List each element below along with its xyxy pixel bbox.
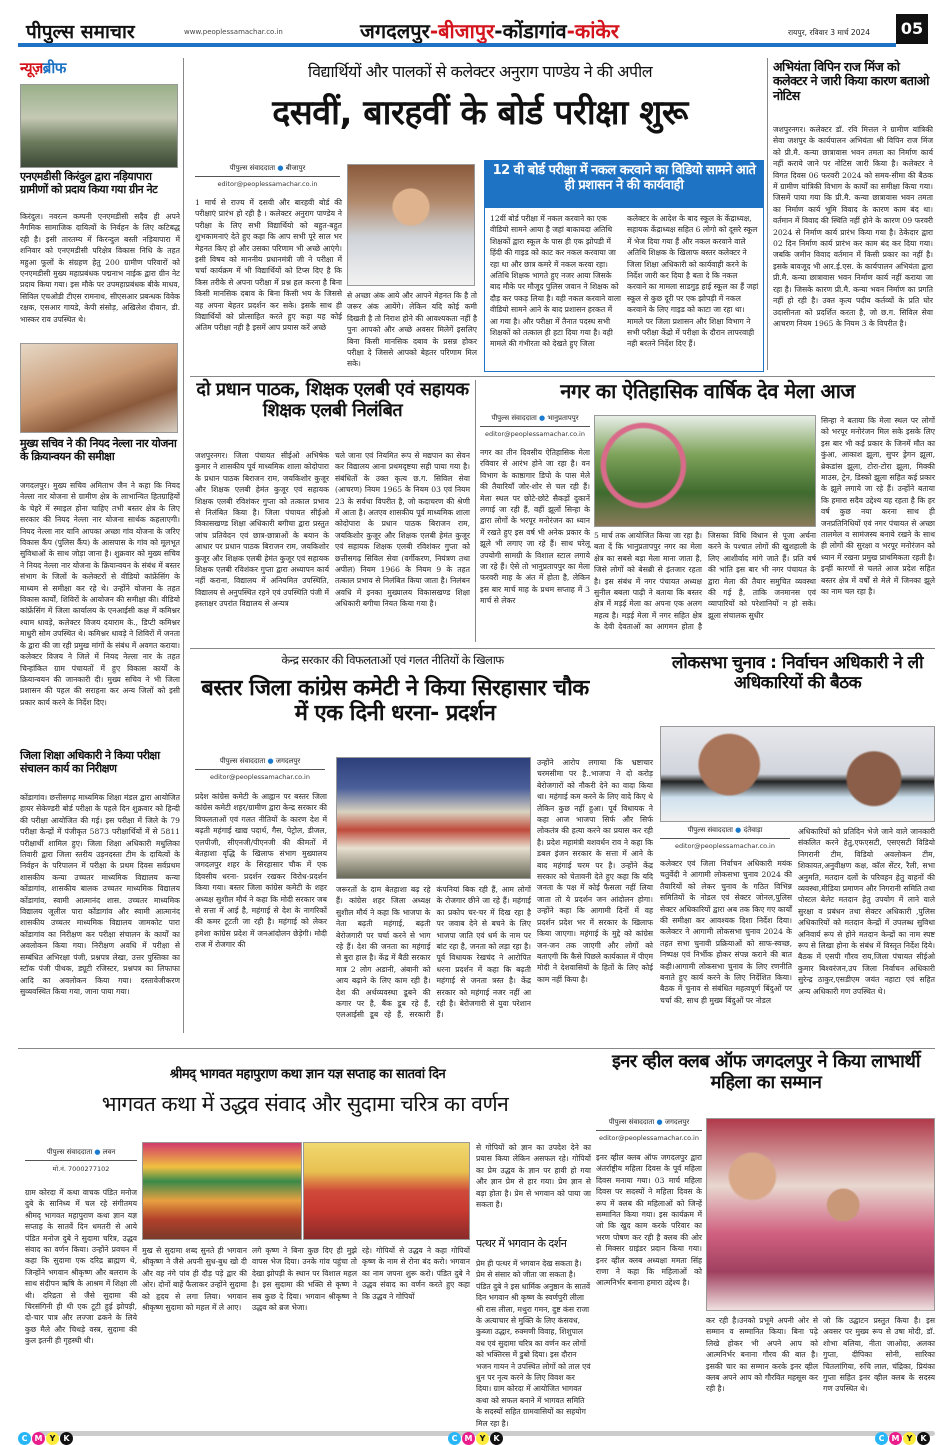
article-body: 5 मार्च तक आयोजित किया जा रहा है। बता दें कि भानुप्रतापपुर नगर का मेला क्षेत्र का सबसे बड़ा मेला माना जाता है, जिसे लोगों को बेसब्री से इंतजार रहता है। इस संबंध में नगर पंचायत अध्यक्ष सुनील बबला पाढ़ी ने बताया कि बस्तर क्षेत्र में मड़ई मेला का अपना एक अलग महत्व है। मड़ई मेला में नगर सहित क्षेत्र के देवी देवताओं का आगमन होता है जिसका विधि विधान से पूजा अर्चना करने के पश्चात लोगों की खुशहाली के लिए आशीर्वाद मांगे जाते हैं। प्रति वर्ष की भांति इस बार भी नगर पंचायत के द्वारा मेला की तैयार समुचित व्यवस्था की गई है, ताकि जनमानस एवं व्यापारियों को परेशानियों न हो सके। झूला संचालक सुधीर (594, 531, 816, 632)
cmyk-marks: C M Y K (18, 1426, 74, 1445)
article-body: 1 मार्च से राज्य में दसवी और बारहवी बोर्ड की परीक्षाएं प्रारंभ हो रही है । कलेक्टर अनुराग पाण्डेय ने परीक्षा के लिए सभी विद्यार्थियो को बहुत-बहुत शुभकामनाएं देते हुए कहा कि आप सभी पूरे साल भर मेहनत किए हो और उसका परिणाम भी अच्छे आएंगे। इसी विषय को माननीय प्रधानमंत्री जी ने परीक्षा में चर्चा कार्यक्रम में भी विद्यार्थियों को टिप्स दिए है कि किस तरीके से अपना परीक्षा में प्रश्न हल करना है बिना किसी मानसिक दबाव के बिना किसी भय के जिससे वह अपना बेहतर प्रदर्शन कर सके। इसके साथ ही विद्यार्थियों को प्रोत्साहित करते हुए कहा यह कोई अंतिम परीक्षा नही है इसमें आप प्रयास करें अच्छे (195, 198, 342, 333)
editor-email: editor@peoplessamachar.co.in (217, 180, 318, 188)
editor-email: editor@peoplessamachar.co.in (599, 1134, 699, 1142)
congress-byline: पीपुल्स संवाददाता ● जगदलपुर editor@peoplessamachar.co.in (195, 757, 325, 781)
headline: नगर का ऐतिहासिक वार्षिक देव मेला आज (560, 379, 855, 403)
article-body: चले जाना एवं नियमित रूप से मद्यपान का सेवन कर विद्यालय आना प्रथमदृष्टया सही पाया गया है। संबंधितों के उक्त कृत्य छ.ग. सिविल सेवा (आचरण) नियम 1965 के नियम 03 एवं नियम 23 के सर्वथा विपरीत है, जो कदाचरण की श्रेणी में आता है। अतएव शासकीय पूर्व माध्यमिक शाला कोदोपारा के प्रधान पाठक बिराजन राम, जयकिशोर कुजूर और शिक्षक एलबी हेमंत कुजूर एवं सहायक शिक्षक एलबी रविशंकर गुप्ता को छत्तीसगढ़ सिविल सेवा (वर्गीकरण, नियंत्रण तथा अपील) नियम 1966 के नियम 9 के तहत तत्काल प्रभाव से निलंबित किया जाता है। निलंबन अवधि में इनका मुख्यालय विकासखण्ड शिक्षा अधिकारी बगीचा नियत किया गया है। (335, 451, 470, 609)
article-body: अधिकारियों को प्रतिदिन भेजे जाने वाले जानकारी संकलित करने हेतु,एफएसटी, एसएसटी विडियो निगरानी टीम, विडियो अवलोकन टीम, शिकायत,अनुवीक्षण कक्ष, कॉल सेंटर, रैली, सभा अनुमति, मतदान दलों के परिवहन हेतु वाहनों की व्यवस्था,मीडिया प्रमाणन और निगरानी समिति तथा पोस्टल बेलेट मतदान हेतु उपयोग में लाने वाले सुरक्षा व प्रबंधन तथा सेक्टर अधिकारी ,पुलिस अधिकारियों को मतदान केन्द्रों में उपलब्ध सुविधा अनिवार्य रूप से होने मतदान केन्द्रों का नाम स्पष्ट रूप से लिखा होना के संबंध में विस्तृत निर्देश दिये। बैठक में एसपी गौरव राय,जिला पंचायत सीईओ कुमार बिश्वरंजन,उप जिला निर्वाचन अधिकारी सुरेन्द्र ठाकुर,एसडीएम जयंत नहाटा एवं सहित अन्य अधिकारी गण उपस्थित थे। (798, 827, 935, 996)
boxed-headline: 12 वी बोर्ड परीक्षा में नकल करवाने का विडियो सामने आते ही प्रशासन ने की कार्यवाही (485, 161, 763, 208)
cmyk-bar (18, 1426, 935, 1443)
article-body: प्रदेश कांग्रेस कमेटी के आह्वान पर बस्तर जिला कांग्रेस कमेटी शहर/ग्रामीण द्वारा केन्द्र सरकार की विफलताओं एवं गलत नीतियों के कारण देश में बढ़ती महंगाई खाद्य पदार्थ, गैस, पेट्रोल, डीजल, एलपीजी, सीएनजी/पीएनजी की कीमतों में बेतहाशा वृद्धि के खिलाफ संभाग मुख्यालय जगदलपुर शहर के सिरहासार चौक में एक दिवसीय धरना- प्रदर्शन रखकर विरोध-प्रदर्शन किया गया। बस्तर जिला कांग्रेस कमेटी के शहर अध्यक्ष सुशील मौर्य ने कहा कि मोदी सरकार जब से सत्ता में आई है, महंगाई से देश के नागरिकों की कमर टूटती जा रही है। महंगाई को लेकर हमेशा कांग्रेस प्रदेश में जनआंदोलन छेड़ेगी। मोदी राज में रोजगार की (195, 792, 327, 950)
photo-women-honoured (706, 1118, 935, 1311)
lead-kicker: विद्यार्थियों और पालकों से कलेक्टर अनुराग पाण्डेय ने की अपील (307, 62, 653, 81)
page-number: 05 (896, 14, 928, 44)
article-body: से गोपियों को ज्ञान का उपदेश देने का प्रयास किया लेकिन असफल रहे। गोपियों का प्रेम उद्धव के ज्ञान पर हावी हो गया और ज्ञान प्रेम से हार गया। प्रेम ज्ञान से बड़ा होता है। प्रेम से भगवान को पाया जा सकता है। (476, 1143, 591, 1210)
article-body: से अच्छा अंक आये और आपने मेहनत कि है तो जरूर अंक आयेंगे। लेकिन यदि कोई कमी दिखती है तो निराश होने की आवश्यकता नहीं है पुनः आपको और अच्छे अवसर मिलेगें इसलिए बिना किसी मानसिक दबाव के प्रसन्न होकर परीक्षा दे जिससे आपको बेहतर परिणाम मिल सके। (347, 291, 477, 369)
headline: इनर व्हील क्लब ऑफ जगदलपुर ने किया लाभार्थी महिला का सम्मान (611, 1051, 921, 1093)
photo-bhagwat-katha-stage (142, 1142, 302, 1240)
editor-email: editor@peoplessamachar.co.in (210, 773, 310, 781)
column-divider (183, 58, 184, 1033)
cmyk-marks: C M Y K (875, 1426, 931, 1445)
masthead-rule (18, 43, 896, 47)
section-divider (190, 648, 935, 649)
bhagwat-kicker: श्रीमद् भागवत महापुराण कथा ज्ञान यज्ञ सप्ताह का सातवां दिन (169, 1067, 446, 1082)
bhagwat-byline: पीपुल्स संवाददाता ● लवन मो.नं. 7000277102 (25, 1148, 137, 1173)
article-body: कोंडागांव। छत्तीसगढ़ माध्यमिक शिक्षा मंडल द्वारा आयोजित हायर सेकेण्डरी बोर्ड परीक्षा के पहले दिन शुक्रवार को हिन्दी की परीक्षा आयोजित की गई। इस परीक्षा में जिले के 79 परीक्षा केन्द्रों में पंजीकृत 5873 परीक्षार्थियों में से 5811 परीक्षार्थी शामिल हुए। जिला शिक्षा अधिकारी मधुलिका तिवारी द्वारा जिला स्तरीय उड़नदस्ता टीम के दायित्वों के निर्वहन के परिपालन में परीक्षा के प्रथम दिवस सर्वप्रथम शासकीय कन्या उच्चतर माध्यमिक विद्यालय कन्या कोंडागांव, शासकीय बालक उच्चतर माध्यमिक विद्यालय कोंडागांव, स्वामी आत्मानंद शास. उच्चतर माध्यमिक विद्यालय जूलील पारा कोंडागांव और स्वामी आत्मानंद शासकीय उच्चतर माध्यमिक विद्यालय जामकोट पारा कोंडागांव का निरीक्षण कर परीक्षा संचालन के कार्यों का अवलोकन किया गया। निरीक्षण अवधि में परीक्षा से सम्बंधित अभिरक्षा पंजी, प्रश्नपत्र लेखा, उत्तर पुस्तिका का स्टॉक पंजी पीथक, ड्यूटी रजिस्टर, प्रश्नपत्र का लिफाफा आदि का अवलोकन किया गया। दस्तावेजीकरण सुव्यवस्थित किया गया, जाना पाया गया। (20, 793, 180, 996)
congress-kicker: केन्द्र सरकार की विफलताओं एवं गलत नीतियों के खिलाफ (281, 653, 504, 667)
section-divider (190, 376, 935, 377)
headline: बस्तर जिला कांग्रेस कमेटी ने किया सिरहासार चौक में एक दिनी धरना- प्रदर्शन (201, 676, 589, 727)
article-body: रहे। गोपियों से उद्धव ने कहा गोपियों कृष्ण के नाम से रोना बंद करो। भगवान का नाम जपना शुरू करो। पंडित दुबे ने उद्धव संवाद का वर्णन करते हुए कहा कि उद्धव ने गोपियों (362, 1246, 470, 1301)
loksabha-byline: पीपुल्स संवाददाता ● दंतेवाड़ा editor@peoplessamachar.co.in (660, 826, 790, 850)
mela-byline: पीपुल्स संवाददाता ● भानुप्रतापपुर editor@peoplessamachar.co.in (480, 414, 590, 438)
copying-video-box (484, 160, 764, 372)
photo-collector (347, 164, 475, 286)
cmyk-marks: C M Y K (448, 1426, 504, 1445)
lead-byline: पीपुल्स संवाददाता ● बीजापुर editor@peoplessamachar.co.in (195, 164, 340, 188)
article-body: जगदलपुर। मुख्य सचिव अमिताभ जैन ने कहा कि नियद नेल्ला नार योजना से ग्रामीण क्षेत्र के लाभान्वित हितग्राहियों के चेहरे में स्माइल होना चाहिए तभी बस्तर क्षेत्र के लिए सरकार की नियद नेल्ला नार योजना सार्थक कहलाएगी। नियद नेल्ला नार यानि आपका अच्छा गांव योजना के जरिए विकास कैंप (पुलिस कैंप) के आसपास के गांव को मूलभूत सुविधाओं के साथ जोड़ा जाना है। शुक्रवार को मुख्य सचिव ने नियद नेल्ला नार योजना के क्रियान्वयन के संबंध में बस्तर संभाग के जिलों के कलेक्टरों से वीडियो कांफ्रेंसिंग के माध्यम से समीक्षा कर रहे थे। उन्होंने योजना के तहत विकास कार्यों, शिविरों के आयोजन की समीक्षा की। वीडियो कांफ्रेंसिंग में जिला कार्यालय के एनआईसी कक्ष में कमिश्नर श्याम धावड़े, कलेक्टर विजय दयाराम के., डिप्टी कमिश्नर माधुरी सोम उपस्थित थे। कमिश्नर धावड़े ने शिविरों में जनता के द्वारा की जा रही प्रमुख मांगों के संबंध में अवगत कराया। कलेक्टर विजय ने जिले में नियद नेल्ला नार के तहत चिन्हांकित ग्राम पंचायतों में हुए विकास कार्यों के क्रियान्वयन की जानकारी दी। मुख्य सचिव ने भी जिला प्रशासन की पहल की सराहना कर अन्य जिलों को इसी प्रकार कार्य करने के निर्देश दिए। (20, 481, 180, 707)
photo-devotees-crowd (303, 1142, 470, 1240)
innerwheel-byline: पीपुल्स संवाददाता ● जगदलपुर editor@peoplessamachar.co.in (596, 1118, 702, 1142)
column-divider (475, 380, 476, 642)
article-body: ग्राम कोरदा में कथा वाचक पंडित मनोज दुबे के सानिध्य में चल रहे संगीतमय श्रीमद् भागवत महापुराण कथा ज्ञान यज्ञ सप्ताह के सातवें दिन धमतरी से आये पंडित मनोज दुबे ने सुदामा चरित्र, उद्धव संवाद का वर्णन किया। उन्होंने प्रवचन में कहा कि सुदामा एक दरिद्र ब्राह्मण थे, जिन्होंने भगवान श्रीकृष्ण और बलराम के साथ संदीपन ऋषि के आश्रम में शिक्षा ली थी। दरिद्रता से जैसे सुदामा की चिरसंगिनी ही थी एक टूटी हुई झोपड़ी, दो-चार पात्र और लज्जा ढकने के लिये कुछ मैले और चिथड़े वस्त्र, सुदामा की कुल इतनी ही गृहस्थी थी। (25, 1188, 137, 1346)
article-body: जरूरतों के दाम बेतहाशा बढ़ रहे हैं। कांग्रेस शहर जिला अध्यक्ष सुशील मौर्य ने कहा कि भाजपा के नेता बढ़ती महंगाई, बढ़ती बेरोजगारी पर चर्चा करने से भाग रहे हैं। देश की जनता का महंगाई से बुरा हाल है। केंद्र में बैठी सरकार मात्र 2 लोग अडानी, अंबानी को आय बढ़ाने के लिए काम रही है। देश की अर्थव्यवस्था डूबने की कगार पर है, बैंक डूब रहे हैं, एलआईसी डूब रहे हैं, सरकारी कंपनियां बिक रही हैं, आम लोगों के रोजगार छीने जा रहे हैं। महंगाई का प्रकोप चर-चर में दिख रहा है पर जवाब देने से बचने के लिए भाजपा जाति एवं धर्म के नाम पर बांट रहा है, जनता को लड़ा रहा है। पूर्व विधायक रेखचंद ने आरोपित धरना प्रदर्शन में कहा कि बढ़ती महंगाई से जनता त्रस्त है। केंद्र सरकार को महंगाई नजर नहीं आ रही है। बेरोजगारी से युवा परेशान हैं। (336, 885, 531, 1020)
news-brief-title: न्यूज़ब्रीफ (20, 59, 66, 77)
issue-date: रायपुर, रविवार 3 मार्च 2024 (788, 28, 871, 37)
article-body: प्रेम ही पत्थर में भगवान देख सकता है। प्रेम से संसार को जीता जा सकता है। पंडित दुबे ने इस धार्मिक अनुष्ठान के सातवें दिन भगवान श्री कृष्ण के स्वर्णपुरी लीला श्री रास लीला, मथुरा गमन, दुष्ट कंस राजा के अत्याचार से मुक्ति के लिए कंसवध, कुब्जा उद्धार, रुक्मणी विवाह, शिशुपाल वध एवं सुदामा चरित्र का वर्णन कर लोगों को भक्तिरस में डुबो दिया। इस दौरान भजन गायन ने उपस्थित लोगों को ताल एवं धुन पर नृत्य करने के लिए विवश कर दिया। ग्राम कोरदा में आयोजित भागवत कथा को सफल बनाने में भागवत समिति के सदस्यों सहित ग्रामवासियों का सहयोग मिल रहा है। (476, 1259, 591, 1428)
subheading: पत्थर में भगवान के दर्शन (476, 1237, 567, 1250)
article-body: उन्होंने आरोप लगाया कि भ्रष्टाचार चरमसीमा पर है..भाजपा ने दो करोड़ बेरोजगारों को नौकरी देने का वादा किया था। महंगाई कम करने के लिए वादे किए थे लेकिन कुछ नहीं हुआ। पूर्व विधायक ने कहा आज भाजपा सिर्फ और सिर्फ लोकतंत्र की हत्या करने का प्रयास कर रही है। प्रदेश महामंत्री यशवर्धन राव ने कहा कि डबल इंजन सरकार के सत्ता में आने के बाद महंगाई चरम पर है। उन्होंने केंद्र सरकार को चेतावनी देते हुए कहा कि यदि जनता के पक्ष में कोई फैसला नहीं लिया जाता तो ये प्रदर्शन जन आंदोलन होगा। उन्होंने कहा कि आगामी दिनों में वह प्रदर्शन प्रदेश भर में सरकार के खिलाफ किया जाएगा। महंगाई के मुद्दे को कांग्रेस जन-जन तक जाएगी और लोगों को बताएगी कि कैसे पिछले कार्यकाल में पीएम मोदी ने देशवासियों के हितों के लिए कोई काम नहीं किया है। (537, 758, 653, 984)
headline: भागवत कथा में उद्धव संवाद और सुदामा चरित्र का वर्णन (101, 1092, 509, 1116)
photo-protest-crowd (336, 757, 531, 879)
article-body: किरंदुल। नवरत्न कम्पनी एनएमडीसी सदैव ही अपने नैगमिक सामाजिक दायित्वों के निर्वहन के लिए कटिबद्ध रही है। इसी तारतम्य में किरन्दुल बस्ती नड़ियापारा में शनिवार को एनएमडीसी परिक्षेत्र विकास निधि के तहत महुआ फूलों के संग्रहण हेतु 200 ग्रामीण परिवारों को एनएमडीसी मुख्य महाप्रबंधक पद्मनाभ नाईक द्वारा ग्रीन नेट प्रदाय किया गया। इस मौके पर उपमहाप्रबंधक बीके माधव, सिविल एचओडी टीएस रामनाथ, सीएसआर प्रबन्धक विवेक रक्षक, एसआर गायडे, केपी संसोड़, अखिलेश दीवान, डी. भास्कर राव उपस्थित थे। (20, 212, 180, 324)
masthead (18, 14, 928, 46)
photo-chief-secretary-meeting (20, 343, 178, 433)
newspaper-logo: पीपुल्स समाचार (26, 21, 135, 43)
article-body: सिन्हा ने बताया कि मेला स्थल पर लोगों को भरपूर मनोरंजन मिल सके इसके लिए इस बार भी कई प्रकार के जिनमें मौत का कुंआ, आकाश झूला, सुपर ड्रेगन झूला, ब्रेकडांस झूला, टोरा-टोरा झूला, मिक्की माउस, ट्रेन, डिस्को झूला सहित कई प्रकार के झूले लगाये जा रहे हैं। उन्होंने बताया कि हमारा सदैव उद्देश्य यह रहता है कि हर वर्ष कुछ नया करना साथ ही जनप्रतिनिधियों एवं नगर पंचायत से अच्छा तालमेल व सामंजस्य बनाये रखने के साथ ही लोगों की सुरक्षा व भरपूर मनोरंजन को ध्यान में रखना प्रमुख प्राथमिकता रहती है। इन्हीं कारणों से चलते आज प्रदेश सहित बस्तर क्षेत्र में वर्षों से मेले में जिनका झूले का नाम चल रहा है। (821, 416, 935, 597)
headline: एनएमडीसी किरंदुल द्वारा नड़ियापारा ग्रामीणों को प्रदाय किया गया ग्रीन नेट (20, 170, 158, 196)
headline: मुख्य सचिव ने की नियद नेल्ला नार योजना के क्रियान्वयन की समीक्षा (20, 437, 177, 463)
edition-title: जगदलपुर-बीजापुर-कोंडागांव-कांकेर (360, 19, 619, 43)
article-body: इनर व्हील क्लब ऑफ जगदलपुर द्वारा अंतर्राष्ट्रीय महिला दिवस के पूर्व महिला दिवस मनाया गया। 03 मार्च महिला दिवस पर सदस्यों ने महिला दिवस के रूप में क्लब की महिलाओं को जिन्हें सम्मानित किया गया। इस कार्यक्रम में जो कि खुद काम करके परिवार का भरण पोषण कर रही है क्लब की ओर से मिक्सर ग्राइंडर प्रदान किया गया। इनर व्हील क्लब अध्यक्षा ममता सिंह राणा ने कहा कि महिलाओं को आत्मनिर्भर बनाना हमारा उद्देश्य है। (596, 1153, 702, 1288)
photo-election-meeting (660, 726, 935, 822)
editor-email: editor@peoplessamachar.co.in (485, 430, 585, 438)
photo-green-net-distribution (20, 84, 178, 168)
section-divider (18, 1048, 935, 1049)
article-body: जशपुरनगर। कलेक्टर डॉ. रवि मित्तल ने ग्रामीण यांत्रिकी सेवा जशपुर के कार्यपालन अभियंता श्री विपिन राज मिंज को प्री.मै. कन्या छात्रावास भवन तमता का निर्माण कार्य नहीं कराये जाने पर नोटिस जारी किया है। कलेक्टर ने विगत दिवस 06 फरवरी 2024 को समय-सीमा की बैठक में ग्रामीण यांत्रिकी विभाग के कार्यों का समीक्षा किया गया। जिसमें पाया गया कि प्री.मै. कन्या छात्रावास भवन तमता का निर्माण कार्य भूमि विवाद के कारण काम बंद था। वर्तमान में विवाद की स्थिति नहीं होने के कारण 09 फरवरी 2024 से निर्माण कार्य प्रारंभ किया गया है। ठेकेदार द्वारा 02 दिन निर्माण कार्य प्रारंभ कर काम बंद कर दिया गया। जबकि जमीन विवाद वर्तमान में किसी प्रकार का नहीं है। इसके बावजूद भी आर.ई.एस. के कार्यपालन अभियंता द्वारा प्री.मै. कन्या छात्रावास भवन निर्माण कार्य नहीं कराया जा रहा है। जिसके कारण प्री.मै. कन्या भवन निर्माण का प्रगति नहीं हो रही है। उक्त कृत्य पदीय कर्तव्यों के प्रति घोर उदासीनता को प्रदर्शित करता है, जो छ.ग. सिविल सेवा आचरण नियम 1965 के नियम 3 के विपरीत है। (773, 125, 933, 328)
website-url: www.peoplessamachar.co.in (184, 28, 283, 36)
article-body: जो कि उद्घाटन प्रस्तुत किया है। इस अवसर पर मुख्य रूप से उषा मोदी, डॉ. शोभा बलिया, नीता जाओदा, अलका गुप्ता, दीपिका सोनी, सारिका चितलांगिया, रुचि लाल, चंद्रिका, प्रियंका गुप्ता सहित इनर व्हील क्लब के सदस्य गण उपस्थित थे। (823, 1316, 935, 1394)
article-body: मुख से सुदामा शब्द सुनते ही भगवान श्रीकृष्ण ने जैसे अपनी सुध-बुध खो दी और वह नंगे पांव ही दौड़ पड़े द्वार की ओर। दोनों बाहें फैलाकर उन्होंने सुदामा को हृदय से लगा लिया। भगवान श्रीकृष्ण सुदामा को महल में ले आए। (142, 1246, 247, 1313)
photo-fair-ferris-wheel (594, 415, 816, 527)
article-body: जशपुरनगर। जिला पंचायत सीईओ अभिषेक कुमार ने शासकीय पूर्व माध्यमिक शाला कोदोपारा के प्रधान पाठक बिराजन राम, जयकिशोर कुजूर और शिक्षक एलबी हेमंत कुजूर एवं सहायक शिक्षक एलबी रविशंकर गुप्ता को तत्काल प्रभाव से निलंबित किया है। जिला पंचायत सीईओ विकासखण्ड शिक्षा अधिकारी बगीचा द्वारा प्रस्तुत जांच प्रतिवेदन एवं छात्र-छात्राओं के बयान के आधार पर प्रधान पाठक बिराजन राम, जयकिशोर कुजूर और शिक्षक एलबी हेमंत कुजूर एवं सहायक शिक्षक एलबी रविशंकर गुप्ता द्वारा अध्यापन कार्य नहीं कराना, विद्यालय में अनियमित उपस्थिति, विद्यालय से अनुपस्थित रहने एवं उपस्थिति पंजी में हस्ताक्षर उपरांत विद्यालय से अन्यत्र (195, 451, 329, 609)
phone-number: मो.नं. 7000277102 (52, 1165, 110, 1173)
lead-headline: दसवीं, बारहवीं के बोर्ड परीक्षा शुरू (272, 93, 688, 133)
editor-email: editor@peoplessamachar.co.in (675, 842, 775, 850)
article-body: कर रही है।उनको प्रभूमे अपनी ओर से सम्मान व सम्मानित किया। बिना पढ़े लिखे होकर भी अपने आप को आत्मनिर्भर बनाना गौरव की बात है। इसकी चार का सम्मान करके इनर व्हील क्लब अपने आप को गौरवित महसूस कर रही है। (706, 1316, 818, 1394)
article-body: कलेक्टर के आदेश के बाद स्कूल के केंद्राध्यक्ष, सहायक केंद्राध्यक्ष सहित 6 लोगो को दूसरे स्कूल में भेज दिया गया हैं और नकल करवाने वाले अतिथि शिक्षक के खिलाफ बस्तर कलेक्टर ने जिला शिक्षा अधिकारी को कार्यवाही करने के निर्देश जारी कर दिया है बता दे कि नकल करवाने का मामला साडगुड़ हाई स्कूल का हैं जहां स्कूल से कुछ दूरी पर एक झोपड़ी में नकल करवाने के लिए गाइड को काटा जा रहा था। मामले पर जिला प्रशासन और शिक्षा विभाग ने सभी परीक्षा केंद्रो में परीक्षा के दौरान लापरवाही नही बरतने निर्देश दिए हैं। (627, 214, 759, 349)
headline: दो प्रधान पाठक, शिक्षक एलबी एवं सहायक शिक्षक एलबी निलंबित (196, 379, 469, 421)
headline: अभियंता विपिन राज मिंज को कलेक्टर ने जारी किया कारण बताओ नोटिस (773, 59, 929, 103)
column-divider (767, 58, 768, 370)
article-body: लगे कृष्ण ने बिना कुछ दिए ही मुझे वापस भेज दिया। उनके गांव पहुंचा तो देखा झोपड़ी के स्थान पर विशाल महल है। इस सुदामा की भक्ति से कृष्ण ने सब कुछ दे दिया। भगवान श्रीकृष्ण ने उद्धव को ब्रज भेजा। (252, 1246, 357, 1313)
headline: जिला शिक्षा अधिकारी ने किया परीक्षा संचालन कार्य का निरीक्षण (20, 749, 160, 775)
article-body: नगर का तीन दिवसीय ऐतिहासिक मेला रविवार से आरंभ होने जा रहा है। वन विभाग के काष्ठागार डिपो के पास मेले की तैयारियाँ जोर-शोर से चल रही हैं। मेला स्थल पर छोटे-छोटे सैकड़ों दुकानें लगाई जा रही हैं, वहीं झूलों सिन्हा के द्वारा लोगों के भरपूर मनोरंजन का ध्यान में रखते हुए इस वर्ष भी अनेक प्रकार के झूले भी लगाए जा रहे हैं। साथ घरेलू उपयोगी सामग्री के विशाल स्टाल लगाये जा रहे हैं। ऐसे तो भानुप्रतापपुर का मेला फरवरी माह के अंत में होता है, लेकिन इस बार मार्च माह के प्रथम सप्ताह में 3 मार्च से लेकर (480, 448, 590, 606)
headline: लोकसभा चुनाव : निर्वाचन अधिकारी ने ली अधिकारियों की बैठक (671, 653, 924, 693)
article-body: कलेक्टर एवं जिला निर्वाचन अधिकारी मयंक चतुर्वेदी ने आगामी लोकसभा चुनाव 2024 की तैयारियों को लेकर चुनाव के गठित विभिन्न समितियों के नोडल एवं सेक्टर जोनल,पुलिस सेक्टर अधिकारियों द्वारा अब तक किए गए कार्यों की समीक्षा कर आवश्यक दिशा निर्देश दिया।कलेक्टर ने आगामी लोकसभा चुनाव 2024 के तहत सभा चुनावी प्रक्रियाओं को साफ-स्वच्छ, निष्पक्ष एवं निर्भीक होकर संपन्न कराने की बात कही।आगामी लोकसभा चुनाव के लिए रणनीति बनाते हुए कार्य करने के लिए निर्देशित किया। बैठक में चुनाव से संबंधित महत्वपूर्ण बिंदुओं पर चर्चा की, साथ ही मुख्य बिंदुओं पर नोडल (660, 859, 792, 1005)
article-body: 12वीं बोर्ड परीक्षा में नकल करवाने का एक वीडियो सामने आया है जहां बाकायदा अतिथि शिक्षकों द्वारा स्कूल के पास ही एक झोपडी में हिंदी की गाइड को काट कर नकल करवाया जा रहा था और छात्र कमरे में नकल करवा रहा। अतिथि शिक्षक भागते हुए नजर आया जिसके बाद मौके पर मौजूद पुलिस जवान ने शिक्षक को दौड़ कर पकड़ लिया है। वही नकल करवाने वाला वीडियो सामने आने के बाद प्रशासन हरकत में आ गया है। और परीक्षा में तैनात पदस्थ सभी शिक्षकों को तत्काल ही हटा दिया गया है। वही मामले की गंभीरता को देखते हुए जिला (490, 214, 621, 349)
